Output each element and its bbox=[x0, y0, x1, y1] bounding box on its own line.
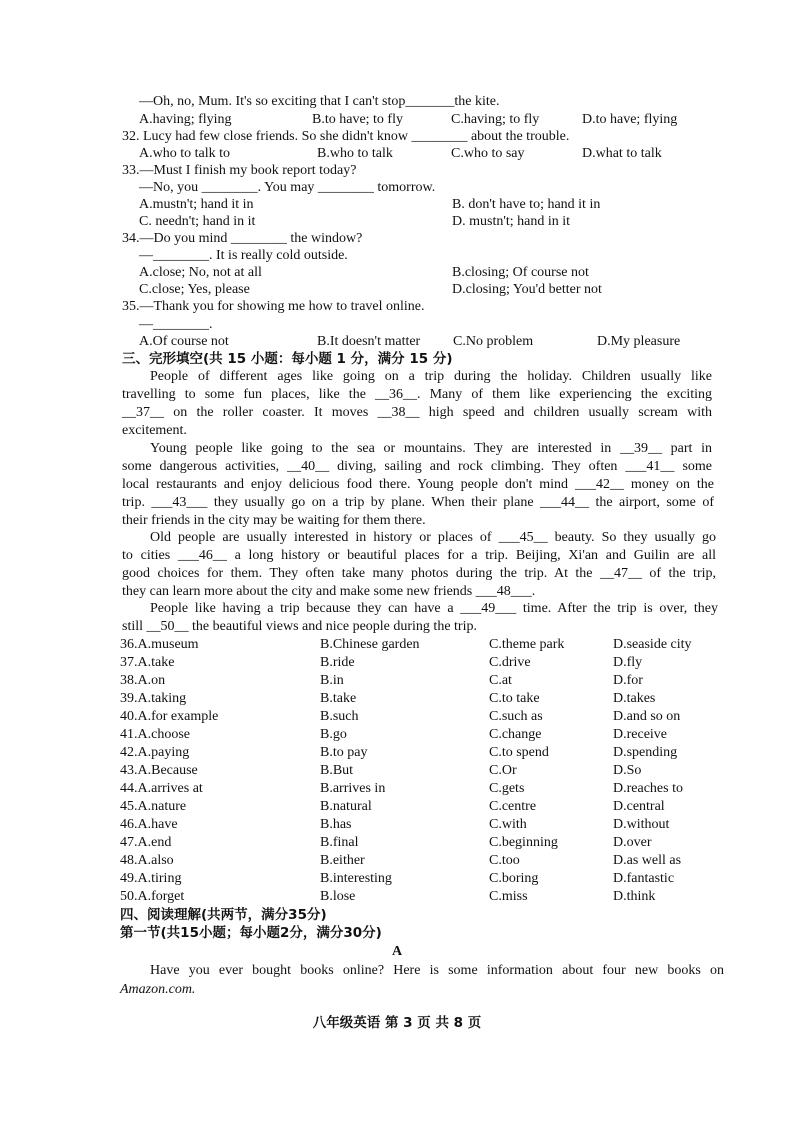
choice-48-d: D.as well as bbox=[613, 853, 682, 868]
choice-36-b: B.Chinese garden bbox=[320, 637, 420, 652]
choice-45-d: D.central bbox=[613, 799, 665, 814]
q35-option-a: A.Of course not bbox=[139, 334, 229, 349]
choice-47-c: C.beginning bbox=[489, 835, 558, 850]
amazon-text: Amazon.com. bbox=[120, 982, 196, 997]
choice-50-a: 50.A.forget bbox=[120, 889, 185, 904]
q34-stem: 34.—Do you mind ________ the window? bbox=[122, 231, 363, 246]
choice-36-a: 36.A.museum bbox=[120, 637, 199, 652]
q32-option-c: C.who to say bbox=[451, 146, 525, 161]
q31-option-b: B.to have; to fly bbox=[312, 112, 403, 127]
q33-option-c: C. needn't; hand in it bbox=[139, 214, 256, 229]
choice-50-b: B.lose bbox=[320, 889, 356, 904]
passage-a-intro: Have you ever bought books online? Here is some information about four new books on bbox=[150, 963, 724, 978]
choice-41-a: 41.A.choose bbox=[120, 727, 190, 742]
cloze-p3-line2: to cities ___46__ a long history or beautiful places for a trip. Beijing, Xi'an and Guilin are all bbox=[122, 548, 716, 563]
q35-stem: 35.—Thank you for showing me how to travel online. bbox=[122, 299, 425, 314]
choice-38-c: C.at bbox=[489, 673, 512, 688]
cloze-p4-line1: People like having a trip because they can have a ___49___ time. After the trip is over, they bbox=[150, 601, 718, 616]
q34-option-a: A.close; No, not at all bbox=[139, 265, 262, 280]
passage-a-intro-line2 bbox=[120, 981, 195, 999]
choice-40-a: 40.A.for example bbox=[120, 709, 219, 724]
cloze-p3-line4: they can learn more about the city and make some new friends ___48___. bbox=[122, 584, 536, 599]
q32-option-a: A.who to talk to bbox=[139, 146, 230, 161]
choice-40-c: C.such as bbox=[489, 709, 543, 724]
choice-37-b: B.ride bbox=[320, 655, 355, 670]
choice-42-d: D.spending bbox=[613, 745, 678, 760]
choice-45-c: C.centre bbox=[489, 799, 537, 814]
cloze-p3-line1: Old people are usually interested in history or places of ___45__ beauty. So they usually go bbox=[150, 530, 716, 545]
q35-reply: —________. bbox=[139, 317, 213, 332]
section4-part1: 第一节(共15小题；每小题2分，满分30分) bbox=[120, 925, 382, 941]
cloze-p2-line3: local restaurants and enjoy delicious food there. Young people don't mind ___42__ money on the bbox=[122, 477, 714, 492]
choice-45-a: 45.A.nature bbox=[120, 799, 187, 814]
q34-reply: —________. It is really cold outside. bbox=[139, 248, 348, 263]
choice-41-d: D.receive bbox=[613, 727, 668, 742]
choice-44-c: C.gets bbox=[489, 781, 525, 796]
choice-39-c: C.to take bbox=[489, 691, 540, 706]
q34-option-b: B.closing; Of course not bbox=[452, 265, 589, 280]
choice-37-c: C.drive bbox=[489, 655, 531, 670]
q34-option-c: C.close; Yes, please bbox=[139, 282, 250, 297]
q31-option-c: C.having; to fly bbox=[451, 112, 540, 127]
q33-reply: —No, you ________. You may ________ tomorrow. bbox=[139, 180, 436, 195]
q33-option-b: B. don't have to; hand it in bbox=[452, 197, 601, 212]
choice-36-c: C.theme park bbox=[489, 637, 565, 652]
choice-47-b: B.final bbox=[320, 835, 359, 850]
choice-47-d: D.over bbox=[613, 835, 652, 850]
choice-43-d: D.So bbox=[613, 763, 642, 778]
cloze-p2-line1: Young people like going to the sea or mountains. They are interested in __39__ part in bbox=[150, 441, 712, 456]
q35-option-c: C.No problem bbox=[453, 334, 534, 349]
choice-43-c: C.Or bbox=[489, 763, 517, 778]
choice-42-c: C.to spend bbox=[489, 745, 549, 760]
q32-option-b: B.who to talk bbox=[317, 146, 393, 161]
choice-49-d: D.fantastic bbox=[613, 871, 675, 886]
q31-stem: —Oh, no, Mum. It's so exciting that I can't stop_______the kite. bbox=[139, 94, 500, 109]
cloze-p2-line5: their friends in the city may be waiting for them there. bbox=[122, 513, 426, 528]
choice-48-a: 48.A.also bbox=[120, 853, 174, 868]
choice-46-d: D.without bbox=[613, 817, 670, 832]
q32-option-d: D.what to talk bbox=[582, 146, 662, 161]
q31-option-a: A.having; flying bbox=[139, 112, 232, 127]
choice-42-a: 42.A.paying bbox=[120, 745, 190, 760]
choice-50-d: D.think bbox=[613, 889, 656, 904]
q34-option-d: D.closing; You'd better not bbox=[452, 282, 602, 297]
choice-36-d: D.seaside city bbox=[613, 637, 692, 652]
choice-49-b: B.interesting bbox=[320, 871, 392, 886]
section4-heading: 四、阅读理解(共两节，满分35分) bbox=[120, 907, 327, 923]
choice-38-d: D.for bbox=[613, 673, 643, 688]
cloze-p2-line4: trip. ___43___ they usually go on a trip by plane. When their plane ___44__ the airport, some of bbox=[122, 495, 714, 510]
q32-stem: 32. Lucy had few close friends. So she didn't know ________ about the trouble. bbox=[122, 129, 570, 144]
choice-49-c: C.boring bbox=[489, 871, 539, 886]
cloze-p1-line3: __37__ on the roller coaster. It moves __38__ high speed and children usually scream with bbox=[122, 405, 712, 420]
choice-49-a: 49.A.tiring bbox=[120, 871, 182, 886]
cloze-p3-line3: good choices for them. They often take many photos during the trip. At the __47__ of the trip, bbox=[122, 566, 716, 581]
choice-46-a: 46.A.have bbox=[120, 817, 178, 832]
q33-option-d: D. mustn't; hand in it bbox=[452, 214, 571, 229]
choice-40-d: D.and so on bbox=[613, 709, 681, 724]
choice-43-a: 43.A.Because bbox=[120, 763, 198, 778]
cloze-p1-line1: People of different ages like going on a trip during the holiday. Children usually like bbox=[150, 369, 712, 384]
page-footer: 八年级英语 第 3 页 共 8 页 bbox=[312, 1015, 482, 1031]
choice-44-d: D.reaches to bbox=[613, 781, 683, 796]
q35-option-b: B.It doesn't matter bbox=[317, 334, 421, 349]
choice-44-b: B.arrives in bbox=[320, 781, 386, 796]
cloze-p1-line2: travelling to some fun places, like the __36__. Many of them like experiencing the exciting bbox=[122, 387, 712, 402]
choice-46-b: B.has bbox=[320, 817, 352, 832]
q35-option-d: D.My pleasure bbox=[597, 334, 681, 349]
q33-stem: 33.—Must I finish my book report today? bbox=[122, 163, 357, 178]
choice-45-b: B.natural bbox=[320, 799, 372, 814]
choice-43-b: B.But bbox=[320, 763, 354, 778]
choice-38-b: B.in bbox=[320, 673, 344, 688]
choice-44-a: 44.A.arrives at bbox=[120, 781, 203, 796]
choice-47-a: 47.A.end bbox=[120, 835, 172, 850]
choice-39-d: D.takes bbox=[613, 691, 656, 706]
section3-heading: 三、完形填空(共 15 小题：每小题 1 分，满分 15 分) bbox=[122, 351, 453, 367]
choice-39-b: B.take bbox=[320, 691, 357, 706]
choice-37-d: D.fly bbox=[613, 655, 643, 670]
choice-46-c: C.with bbox=[489, 817, 527, 832]
choice-38-a: 38.A.on bbox=[120, 673, 166, 688]
choice-40-b: B.such bbox=[320, 709, 359, 724]
q33-option-a: A.mustn't; hand it in bbox=[139, 197, 254, 212]
choice-41-c: C.change bbox=[489, 727, 542, 742]
cloze-p4-line2: still __50__ the beautiful views and nice people during the trip. bbox=[122, 619, 477, 634]
choice-48-c: C.too bbox=[489, 853, 520, 868]
q31-option-d: D.to have; flying bbox=[582, 112, 678, 127]
choice-37-a: 37.A.take bbox=[120, 655, 175, 670]
choice-50-c: C.miss bbox=[489, 889, 528, 904]
cloze-p2-line2: some dangerous activities, __40__ diving, sailing and rock climbing. They often ___41__ some bbox=[122, 459, 712, 474]
choice-42-b: B.to pay bbox=[320, 745, 368, 760]
choice-48-b: B.either bbox=[320, 853, 365, 868]
cloze-p1-line4: excitement. bbox=[122, 423, 187, 438]
choice-41-b: B.go bbox=[320, 727, 347, 742]
choice-39-a: 39.A.taking bbox=[120, 691, 187, 706]
passage-label: A bbox=[391, 944, 403, 959]
